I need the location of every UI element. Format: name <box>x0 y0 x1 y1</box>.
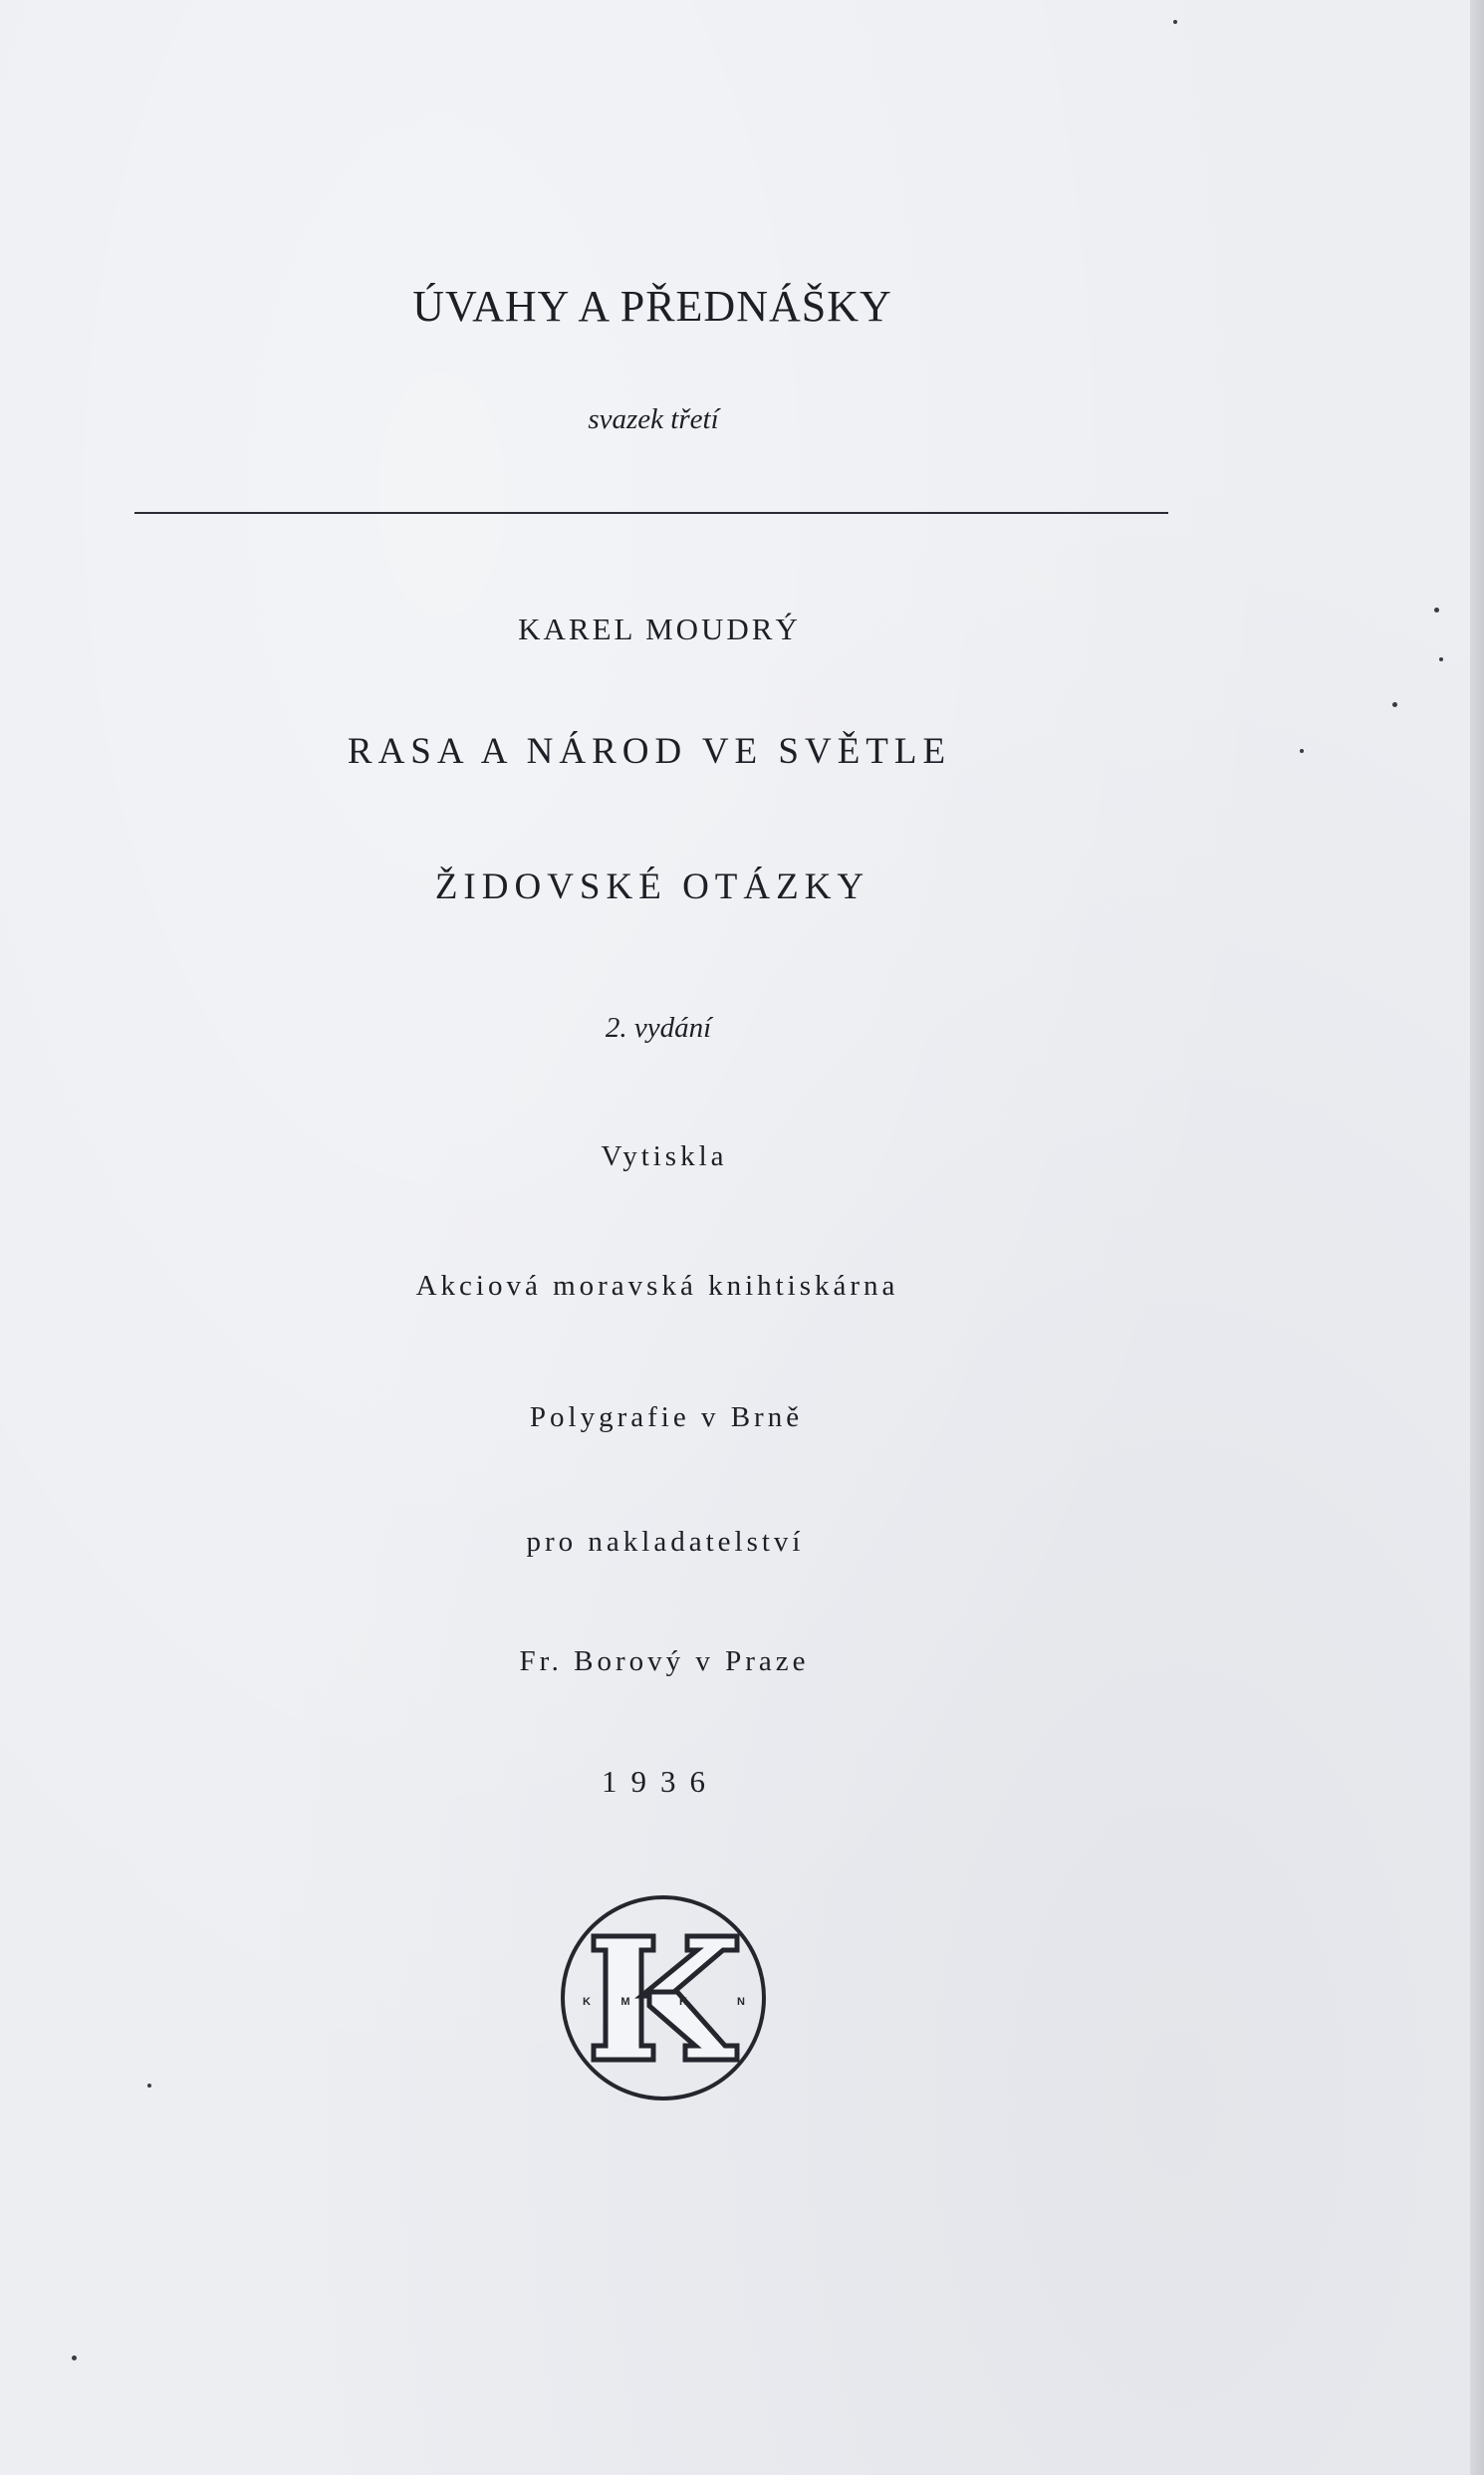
paper-speck <box>1392 702 1397 707</box>
paper-speck <box>72 2355 77 2360</box>
imprint-printed-by: Vytiskla <box>601 1140 728 1172</box>
logo-initial-1: K <box>583 1996 591 2008</box>
book-title-line-2: ŽIDOVSKÉ OTÁZKY <box>434 866 870 907</box>
publisher-k-emblem-icon <box>558 1892 769 2104</box>
logo-initial-2: M <box>620 1996 630 2008</box>
series-title: ÚVAHY A PŘEDNÁŠKY <box>412 282 892 331</box>
page-edge <box>1470 0 1484 2475</box>
imprint-printer: Akciová moravská knihtiskárna <box>415 1270 899 1302</box>
edition-label: 2. vydání <box>605 1012 712 1044</box>
divider-rule <box>134 512 1168 514</box>
imprint-for-publisher: pro nakladatelství <box>526 1526 805 1558</box>
book-title-line-1: RASA A NÁROD VE SVĚTLE <box>347 731 952 772</box>
logo-initial-3: K <box>679 1996 687 2008</box>
volume-label: svazek třetí <box>588 403 719 435</box>
paper-speck <box>147 2084 151 2088</box>
paper-speck <box>1300 749 1304 753</box>
publication-year: 1936 <box>602 1764 719 1799</box>
imprint-printer-location: Polygrafie v Brně <box>529 1401 804 1433</box>
logo-initial-4: N <box>737 1996 745 2008</box>
paper-speck <box>1434 608 1439 613</box>
paper-speck <box>1173 20 1177 24</box>
imprint-publisher: Fr. Borový v Praze <box>519 1645 810 1677</box>
author-name: KAREL MOUDRÝ <box>518 612 801 646</box>
paper-speck <box>1439 657 1443 661</box>
